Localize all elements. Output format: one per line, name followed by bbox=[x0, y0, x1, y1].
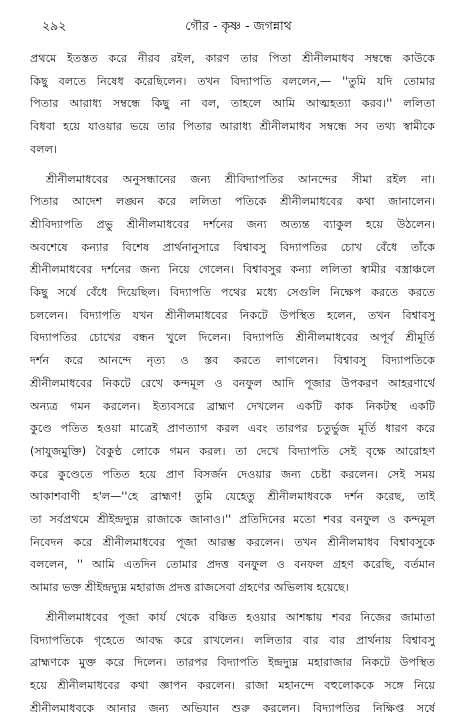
text-line: করে কুণ্ডেতে পতিত হয়ে প্রাণ বিসর্জন দেওয়ার জন্য চেষ্টা করলেন। সেই সময় bbox=[30, 467, 435, 481]
text-line: অবশেষে কন্যার বিশেষ প্রার্থনানুসারে বিশ্বাবসু বিদ্যাপতির চোখ বেঁধে তাঁকে bbox=[30, 240, 435, 254]
text-line: নিবেদন করে শ্রীনীলমাধবের পূজা আরম্ভ করলেন। তখন শ্রীনীলমাধব বিশ্বাবসুকে bbox=[30, 535, 435, 549]
text-line: শ্রীনীলমাধবের দর্শনের জন্য নিয়ে গেলেন। বিশ্বাবসুর কন্যা ললিতা স্বামীর বস্ত্রাঞ্চলে bbox=[30, 263, 435, 277]
text-line: তা সর্বপ্রথমে শ্রীইন্দ্রদ্যুম্ন রাজাকে জানাও।'' প্রতিদিনের মতো শবর বনফুল ও কন্দমূল bbox=[30, 513, 435, 527]
text-line: শ্রীনীলমাধবের নিকটে রেখে কন্দমূল ও বনফুল আদি পূজার উপকরণ আহরণার্থে bbox=[30, 376, 435, 390]
text-line: পিতার আদেশ লঙ্ঘন করে ললিতা পতিকে শ্রীনীলমাধবের কথা জানালেন। bbox=[30, 195, 435, 209]
paragraph bbox=[30, 607, 435, 720]
text-line: আকাশবাণী হ'ল—''হে ব্রাহ্মণ! তুমি যেহেতু শ্রীনীলমাধবকে দর্শন করেছ, তাই bbox=[30, 490, 435, 504]
page-number: ২৯২ bbox=[42, 18, 67, 33]
text-line: ব্রাহ্মণকে মুক্ত করে দিলেন। তারপর বিদ্যাপতি ইন্দ্রদ্যুম্ন মহারাজার নিকটে উপস্থিত bbox=[30, 656, 435, 670]
text-line: প্রথমে ইতস্তত করে নীরব রইল, কারণ তার পিতা শ্রীনীলমাধব সম্বন্ধে কাউকে bbox=[30, 52, 435, 65]
text-line: কিছু সর্ষে বেঁধে দিয়েছিল। বিদ্যাপতি পথের মধ্যে সেগুলি নিক্ষেপ করতে করতে bbox=[30, 286, 435, 300]
text-line: বিদ্যাপতির চোখের বন্ধন খুলে দিলেন। বিদ্যাপতি শ্রীনীলমাধবের অপূর্ব শ্রীমূর্তি bbox=[30, 331, 435, 345]
text-line: শ্রীনীলমাধবের অনুসন্ধানের জন্য শ্রীবিদ্যাপতির আনন্দের সীমা রইল না। bbox=[46, 172, 435, 186]
text-line: আমার ভক্ত শ্রীইন্দ্রদ্যুম্ন মহারাজ প্রদত্ত রাজসেবা গ্রহণের অভিলাষ হয়েছে। bbox=[30, 581, 349, 595]
text-line: শ্রীনীলমাধবকে আনার জন্য অভিযান শুরু করলেন। বিদ্যাপতির নিক্ষিপ্ত সর্ষে bbox=[30, 701, 435, 715]
text-line: বিধবা হয়ে যাওয়ার ভয়ে তার পিতার আরাধ্য শ্রীনীলমাধব সম্বন্ধে সব তথ্য স্বামীকে bbox=[30, 120, 435, 134]
text-line: কিছু বলতে নিষেধ করেছিলেন। তখন বিদ্যাপতি বললেন,— ''তুমি যদি তোমার bbox=[30, 74, 435, 88]
running-head: গৌর - কৃষ্ণ - জগন্নাথ bbox=[185, 18, 292, 33]
paragraph bbox=[30, 48, 435, 162]
text-line: দর্শন করে আনন্দে নৃত্য ও স্তব করতে লাগলেন। বিশ্বাবসু বিদ্যাপতিকে bbox=[30, 354, 435, 368]
text-line: শ্রীনীলমাধবের পূজা কার্য থেকে বঞ্চিত হওয়ার আশঙ্কায় শবর নিজের জামাতা bbox=[46, 610, 435, 624]
text-line: পিতার আরাধ্য সম্বন্ধে কিছু না বল, তাহলে আমি আত্মহত্যা করব।'' ললিতা bbox=[30, 97, 435, 111]
text-line: (সাযুজমুক্তি) বৈকুণ্ঠ লোকে গমন করল। তা দেখে বিদ্যাপতি সেই বৃক্ষে আরোহণ bbox=[30, 444, 435, 458]
text-line: চললেন। বিদ্যাপতি যখন শ্রীনীলমাধবের নিকটে উপস্থিত হলেন, তখন বিশ্বাবসু bbox=[30, 308, 435, 322]
paragraph bbox=[30, 169, 435, 600]
text-line: বললেন, '' আমি এতদিন তোমার প্রদত্ত বনফুল ও বনফল গ্রহণ করেছি, বর্তমান bbox=[30, 558, 435, 572]
page-header bbox=[42, 16, 435, 36]
text-line: শ্রীবিদ্যাপতি প্রভু শ্রীনীলমাধবের দর্শনের জন্য অত্যন্ত ব্যাকুল হয়ে উঠলেন। bbox=[30, 217, 435, 231]
text-line: কুণ্ডে পতিত হওয়া মাত্রেই প্রাণত্যাগ করল এবং তারপর চতুর্ভুজ মূর্তি ধারণ করে bbox=[30, 422, 435, 436]
text-line: অন্যত্র গমন করলেন। ইত্যবসরে ব্রাহ্মণ দেখলেন একটি কাক নিকটস্থ একটি bbox=[30, 399, 435, 413]
text-line: বিদ্যাপতিকে গৃহেতে আবদ্ধ করে রাখলেন। ললিতার বার বার প্রার্থনায় বিশ্বাবসু bbox=[30, 633, 435, 647]
body-text bbox=[30, 48, 435, 720]
text-line: হয়ে শ্রীনীলমাধবের কথা জ্ঞাপন করলেন। রাজা মহানন্দে বহুলোককে সঙ্গে নিয়ে bbox=[30, 678, 435, 692]
text-line: বলল। bbox=[30, 142, 57, 156]
